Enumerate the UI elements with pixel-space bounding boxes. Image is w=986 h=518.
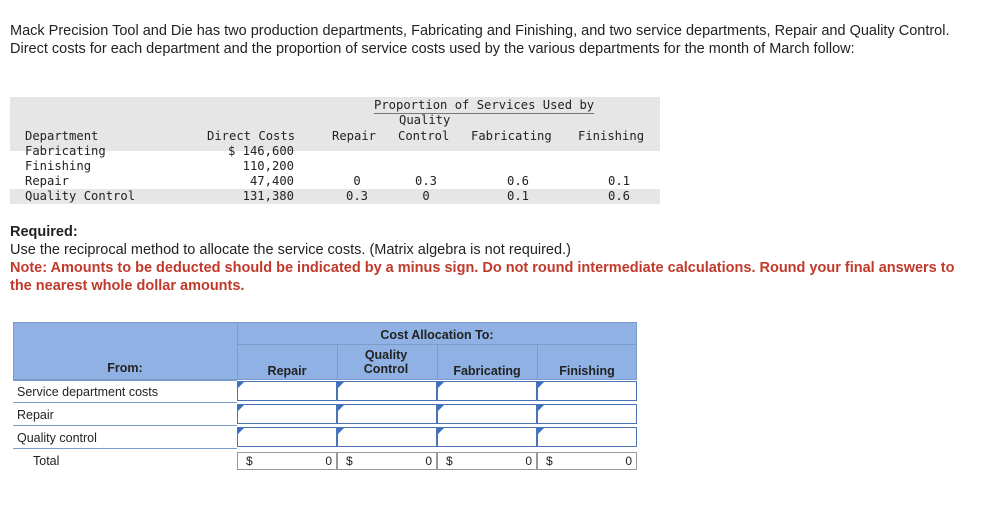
row-fin: 0.6 [607, 189, 630, 203]
row-cost: 131,380 [242, 189, 294, 203]
col-repair: Repair [332, 129, 377, 143]
service-fabricating-input[interactable] [437, 381, 537, 401]
qc-qc-input[interactable] [337, 427, 437, 447]
row-fab: 0.6 [506, 174, 529, 188]
row-label-repair: Repair [17, 408, 54, 422]
required-section [10, 223, 970, 295]
total-fabricating [437, 452, 537, 470]
row-repair: 0.3 [345, 189, 368, 203]
row-fab: 0.1 [506, 189, 529, 203]
qc-finishing-input[interactable] [537, 427, 637, 447]
row-fin: 0.1 [607, 174, 630, 188]
alloc-col-fabricating: Fabricating [453, 364, 521, 378]
currency-symbol: $ [246, 454, 253, 468]
row-cost: 110,200 [242, 159, 294, 173]
row-label-service-costs: Service department costs [17, 385, 159, 399]
row-dept: Finishing [25, 159, 92, 173]
problem-intro: Mack Precision Tool and Die has two production departments, Fabricating and Finishing, and two service departments, Repair and Quality Control. Direct costs for each department and the proportion of service costs used by the various departments for the month of March follow: [10, 23, 950, 57]
col-control: Control [398, 129, 450, 143]
qc-header-top: Quality [399, 113, 451, 127]
row-repair: 0 [353, 174, 361, 188]
row-dept: Quality Control [25, 189, 136, 203]
cost-data-table [10, 97, 660, 203]
total-value: 0 [325, 454, 332, 468]
row-qc: 0.3 [414, 174, 437, 188]
col-fabricating: Fabricating [471, 129, 552, 143]
service-repair-input[interactable] [237, 381, 337, 401]
row-dept: Fabricating [25, 144, 106, 158]
alloc-col-repair: Repair [267, 364, 307, 378]
row-dept: Repair [25, 174, 70, 188]
col-department: Department [25, 129, 99, 143]
total-value: 0 [625, 454, 632, 468]
total-repair [237, 452, 337, 470]
service-finishing-input[interactable] [537, 381, 637, 401]
proportion-header: Proportion of Services Used by [374, 98, 595, 112]
currency-symbol: $ [446, 454, 453, 468]
total-value: 0 [425, 454, 432, 468]
row-cost: 47,400 [249, 174, 294, 188]
repair-qc-input[interactable] [337, 404, 437, 424]
currency-symbol: $ [546, 454, 553, 468]
col-finishing: Finishing [578, 129, 645, 143]
qc-fabricating-input[interactable] [437, 427, 537, 447]
repair-repair-input[interactable] [237, 404, 337, 424]
row-label-quality-control: Quality control [17, 431, 97, 445]
repair-finishing-input[interactable] [537, 404, 637, 424]
row-label-total: Total [33, 454, 60, 468]
repair-fabricating-input[interactable] [437, 404, 537, 424]
alloc-col-qc: Quality Control [363, 348, 409, 376]
total-value: 0 [525, 454, 532, 468]
row-qc: 0 [422, 189, 430, 203]
from-label: From: [107, 361, 143, 375]
required-note: Note: Amounts to be deducted should be indicated by a minus sign. Do not round intermediate calculations. Round your final answers to the nearest whole dollar amounts. [10, 260, 955, 294]
currency-symbol: $ [346, 454, 353, 468]
allocation-answer-table [13, 322, 637, 472]
total-qc [337, 452, 437, 470]
alloc-col-finishing: Finishing [559, 364, 615, 378]
required-text: Use the reciprocal method to allocate the service costs. (Matrix algebra is not required.) [10, 242, 571, 258]
col-direct-costs: Direct Costs [207, 129, 296, 143]
service-qc-input[interactable] [337, 381, 437, 401]
row-cost: $ 146,600 [227, 144, 294, 158]
cost-allocation-title: Cost Allocation To: [380, 328, 494, 342]
total-finishing [537, 452, 637, 470]
required-heading: Required: [10, 224, 78, 240]
qc-repair-input[interactable] [237, 427, 337, 447]
